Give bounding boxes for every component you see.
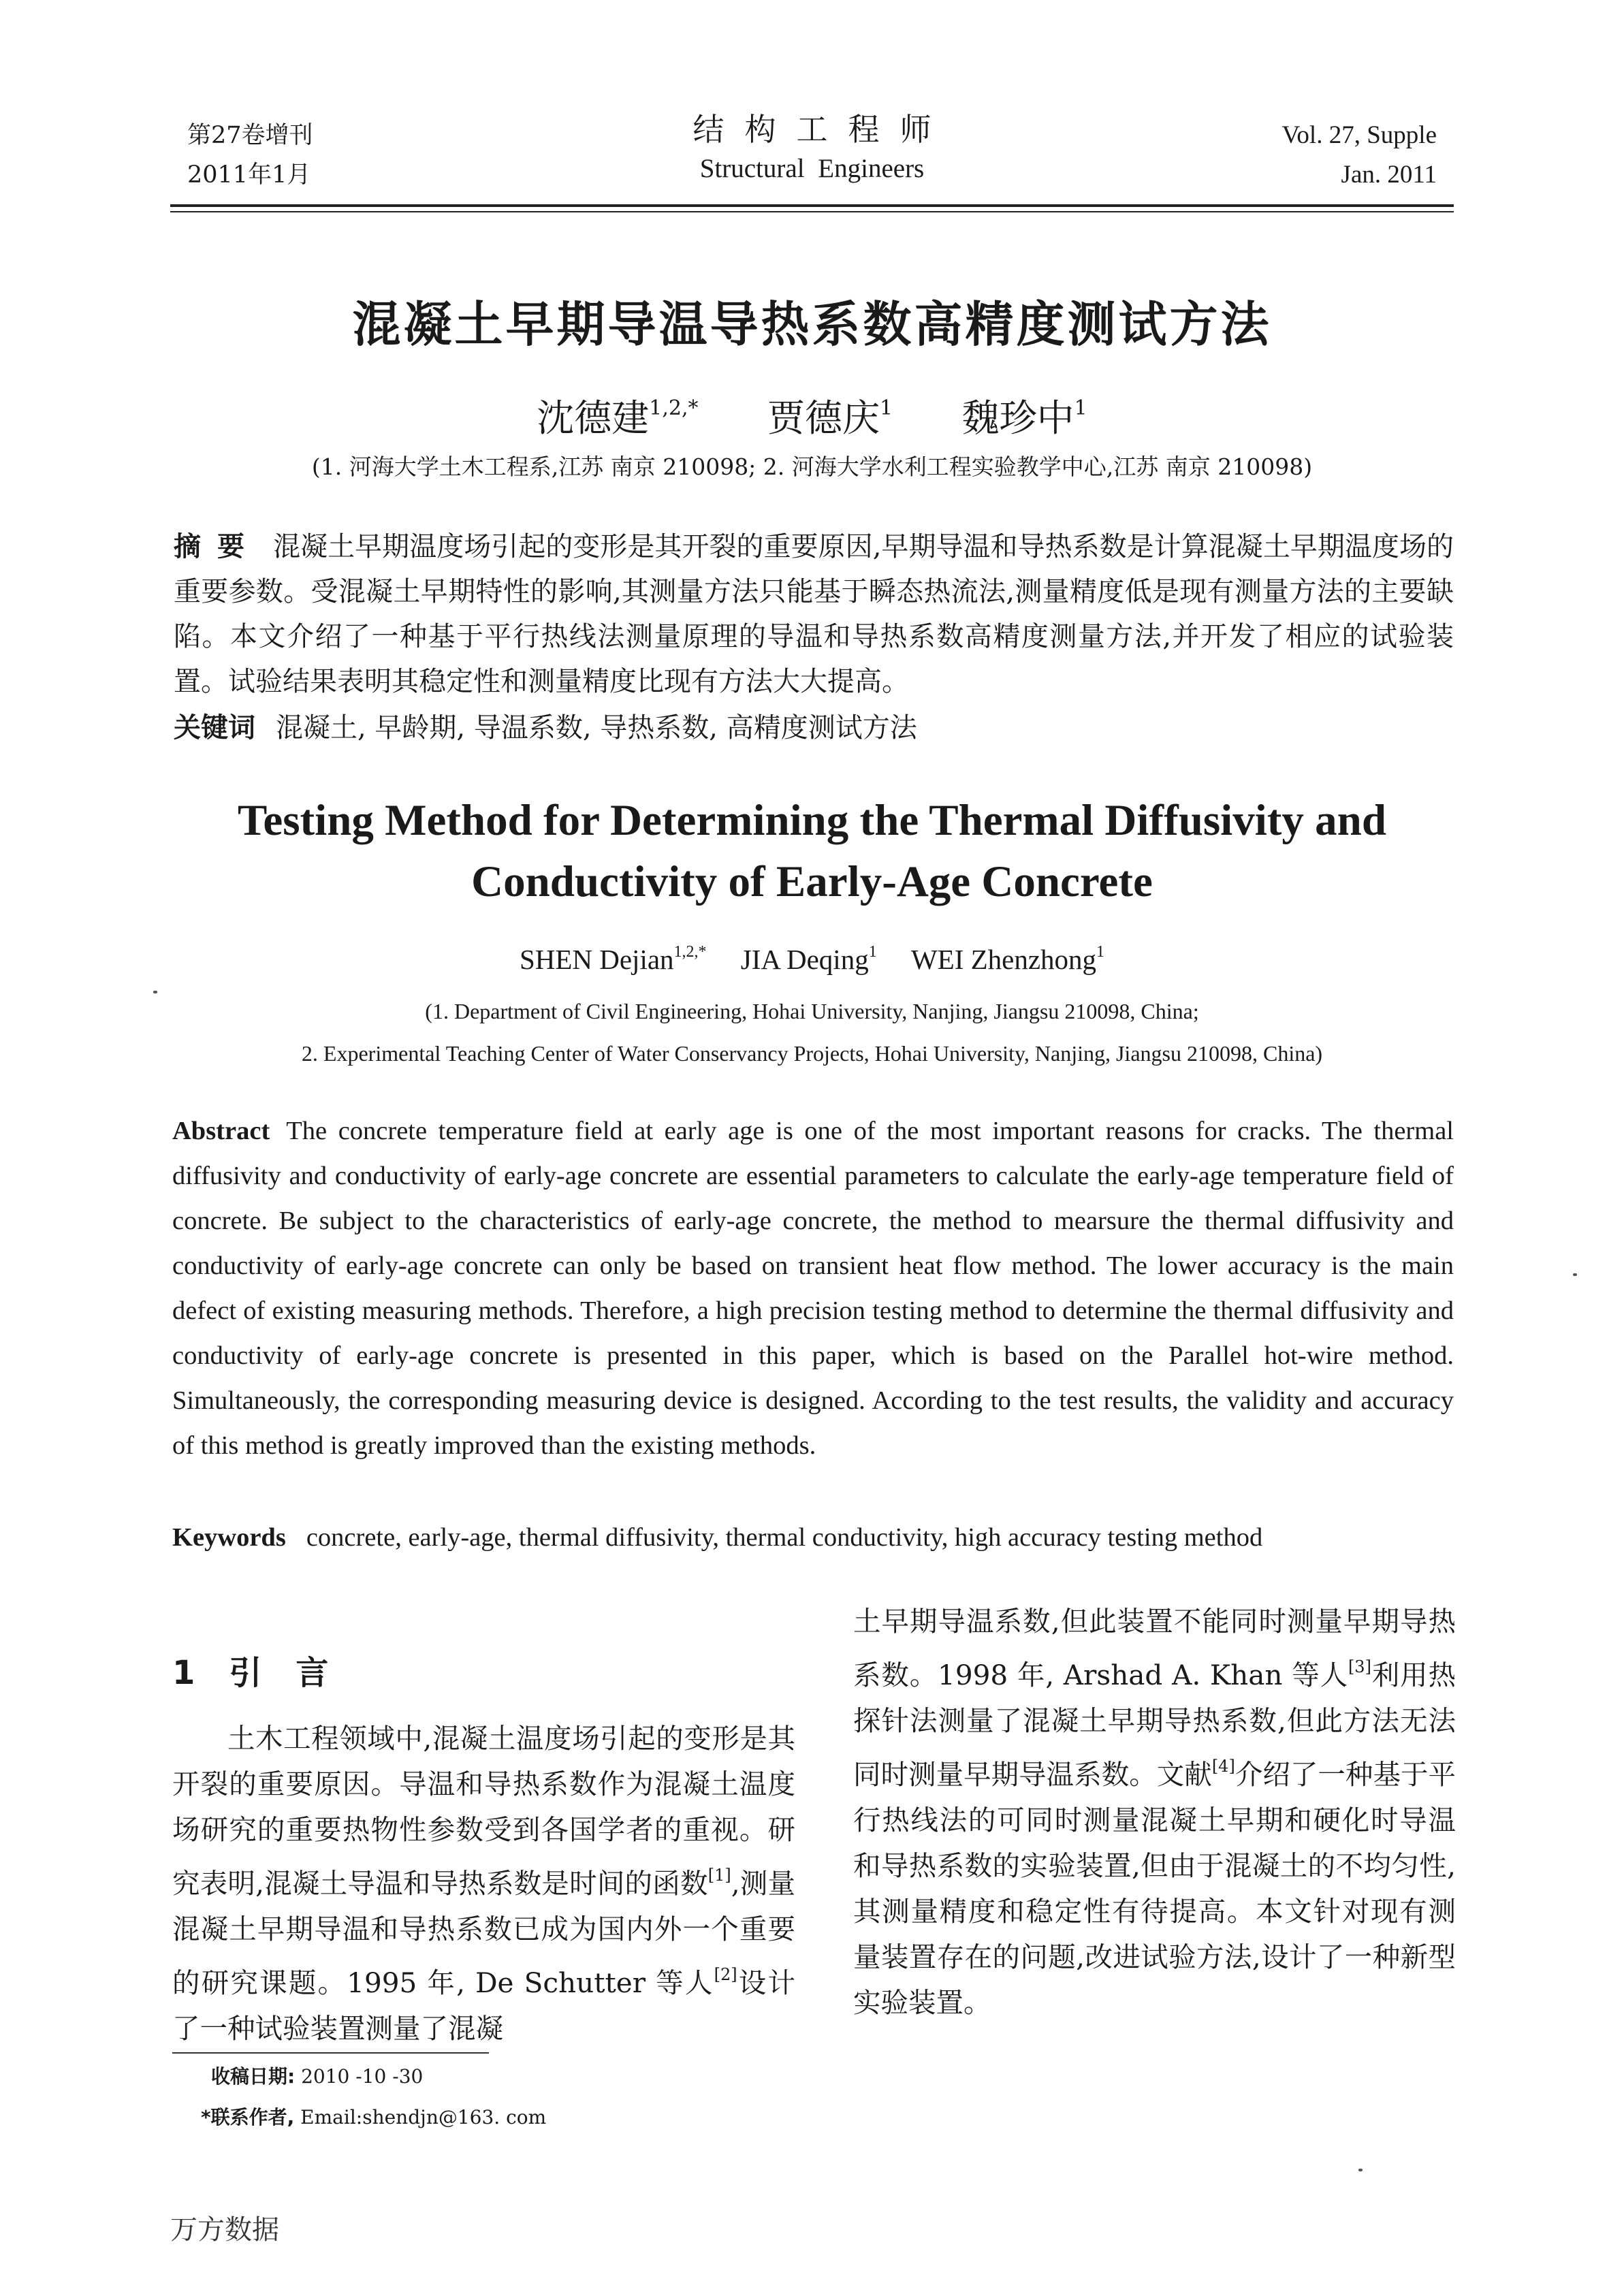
section-title: 引言 <box>229 1654 363 1692</box>
section-heading <box>172 1646 362 1693</box>
header-volume-en: Vol. 27, Supple <box>1281 121 1437 149</box>
abstract-zh <box>174 524 1454 704</box>
header-rule-thick <box>170 204 1454 207</box>
author-list-zh <box>0 388 1624 442</box>
keywords-en <box>172 1515 1454 1560</box>
author-zh: 魏珍中$^1$ <box>961 396 1087 440</box>
citation: [2] <box>714 1965 737 1984</box>
paper-title-zh: 混凝土早期导温导热系数高精度测试方法 <box>352 296 1272 353</box>
author-en: WEI Zhenzhong$^1$ <box>910 943 1105 975</box>
citation: [4] <box>1211 1757 1235 1776</box>
keywords-label-zh: 关键词 <box>174 712 255 744</box>
affiliation-en-line2: 2. Experimental Teaching Center of Water Conservancy Projects, Hohai University, Nanjing, Jiangsu 210098, China) <box>301 1041 1323 1066</box>
paper-title-en-line1: Testing Method for Determining the Thermal Diffusivity and <box>238 796 1386 845</box>
footnote-received-date: 2010 -10 -30 <box>295 2065 424 2088</box>
footnote-contact-label: *联系作者, <box>201 2106 295 2128</box>
abstract-label-zh: 摘要 <box>174 531 261 562</box>
header-rule-thin <box>170 211 1454 212</box>
affiliation-en-line1: (1. Department of Civil Engineering, Hohai University, Nanjing, Jiangsu 210098, China; <box>425 999 1199 1023</box>
header-volume-date-en <box>1281 116 1437 195</box>
author-list-en <box>0 943 1624 976</box>
header-date-zh: 2011年1月 <box>187 161 311 189</box>
abstract-text-zh: 混凝土早期温度场引起的变形是其开裂的重要原因,早期导温和导热系数是计算混凝土早期温度场的重要参数。受混凝土早期特性的影响,其测量方法只能基于瞬态热流法,测量精度低是现有测量方法的主要缺陷。本文介绍了一种基于平行热线法测量原理的导温和导热系数高精度测量方法,并开发了相应的试验装置。试验结果表明其稳定性和测量精度比现有方法大大提高。 <box>174 531 1454 697</box>
keywords-text-zh: 混凝土, 早龄期, 导温系数, 导热系数, 高精度测试方法 <box>276 712 917 744</box>
abstract-en <box>172 1108 1454 1468</box>
footnote-rule <box>172 2052 489 2054</box>
scan-speck <box>153 991 157 993</box>
journal-name-zh: 结构工程师 <box>692 111 952 148</box>
footnote-received <box>211 2063 423 2090</box>
citation: [1] <box>707 1866 731 1885</box>
keywords-label-en: Keywords <box>172 1523 286 1552</box>
section-number: 1 <box>172 1654 195 1692</box>
citation: [3] <box>1348 1657 1371 1676</box>
body-paragraph: 土木工程领域中,混凝土温度场引起的变形是其开裂的重要原因。导温和导热系数作为混凝土温度场研究的重要热物性参数受到各国学者的重视。研究表明,混凝土导温和导热系数是时间的函数[1],测量混凝土早期导温和导热系数已成为国内外一个重要的研究课题。1995 年, De Schutter 等人[2]设计了一种试验装置测量了混凝 <box>172 1722 796 2045</box>
footnote-contact-email: Email:shendjn@163. com <box>294 2106 547 2128</box>
author-en: JIA Deqing$^1$ <box>740 943 877 975</box>
affiliation-zh: (1. 河海大学土木工程系,江苏 南京 210098; 2. 河海大学水利工程实验教学中心,江苏 南京 210098) <box>311 453 1313 480</box>
paper-title-en <box>0 790 1624 912</box>
abstract-text-en: The concrete temperature field at early age is one of the most important reasons for cracks. The thermal diffusivity and conductivity of early-age concrete are essential parameters to calculate the early-age temperature field of concrete. Be subject to the characteristics of early-age concrete, the method to mearsure the thermal diffusivity and conductivity of early-age concrete can only be based on transient heat flow method. The lower accuracy is the main defect of existing measuring methods. Therefore, a high precision testing method to determine the thermal diffusivity and conductivity of early-age concrete is presented in this paper, which is based on the Parallel hot-wire method. Simultaneously, the corresponding measuring device is designed. According to the test results, the validity and accuracy of this method is greatly improved than the existing methods. <box>172 1117 1454 1460</box>
scan-speck <box>1358 2169 1363 2171</box>
watermark: 万方数据 <box>170 2214 279 2246</box>
footnote-contact <box>201 2104 546 2131</box>
footnote-received-label: 收稿日期: <box>211 2065 296 2088</box>
author-en: SHEN Dejian$^{1,2,*}$ <box>519 943 707 975</box>
header-volume-zh: 第27卷增刊 <box>187 122 313 149</box>
scan-speck <box>1573 1273 1577 1276</box>
journal-name-en: Structural Engineers <box>699 154 925 183</box>
keywords-zh <box>174 705 1454 750</box>
header-date-en: Jan. 2011 <box>1341 161 1437 189</box>
body-paragraph: 土早期导温系数,但此装置不能同时测量早期导热系数。1998 年, Arshad A. Khan 等人[3]利用热探针法测量了混凝土早期导热系数,但此方法无法同时测量早期导温系数。文献[4]介绍了一种基于平行热线法的可同时测量混凝土早期和硬化时导温和导热系数的实验装置,但由于混凝土的不均匀性,其测量精度和稳定性有待提高。本文针对现有测量装置存在的问题,改进试验方法,设计了一种新型实验装置。 <box>853 1605 1456 2019</box>
abstract-label-en: Abstract <box>172 1117 270 1145</box>
paper-title-en-line2: Conductivity of Early-Age Concrete <box>471 857 1153 906</box>
body-column-right <box>853 1599 1456 2026</box>
body-column-left <box>172 1716 795 2052</box>
author-zh: 贾德庆$^1$ <box>767 396 893 440</box>
keywords-text-en: concrete, early-age, thermal diffusivity, thermal conductivity, high accuracy testing method <box>306 1523 1263 1552</box>
author-zh: 沈德建$^{1,2,*}$ <box>537 396 699 440</box>
affiliation-en <box>0 990 1624 1074</box>
